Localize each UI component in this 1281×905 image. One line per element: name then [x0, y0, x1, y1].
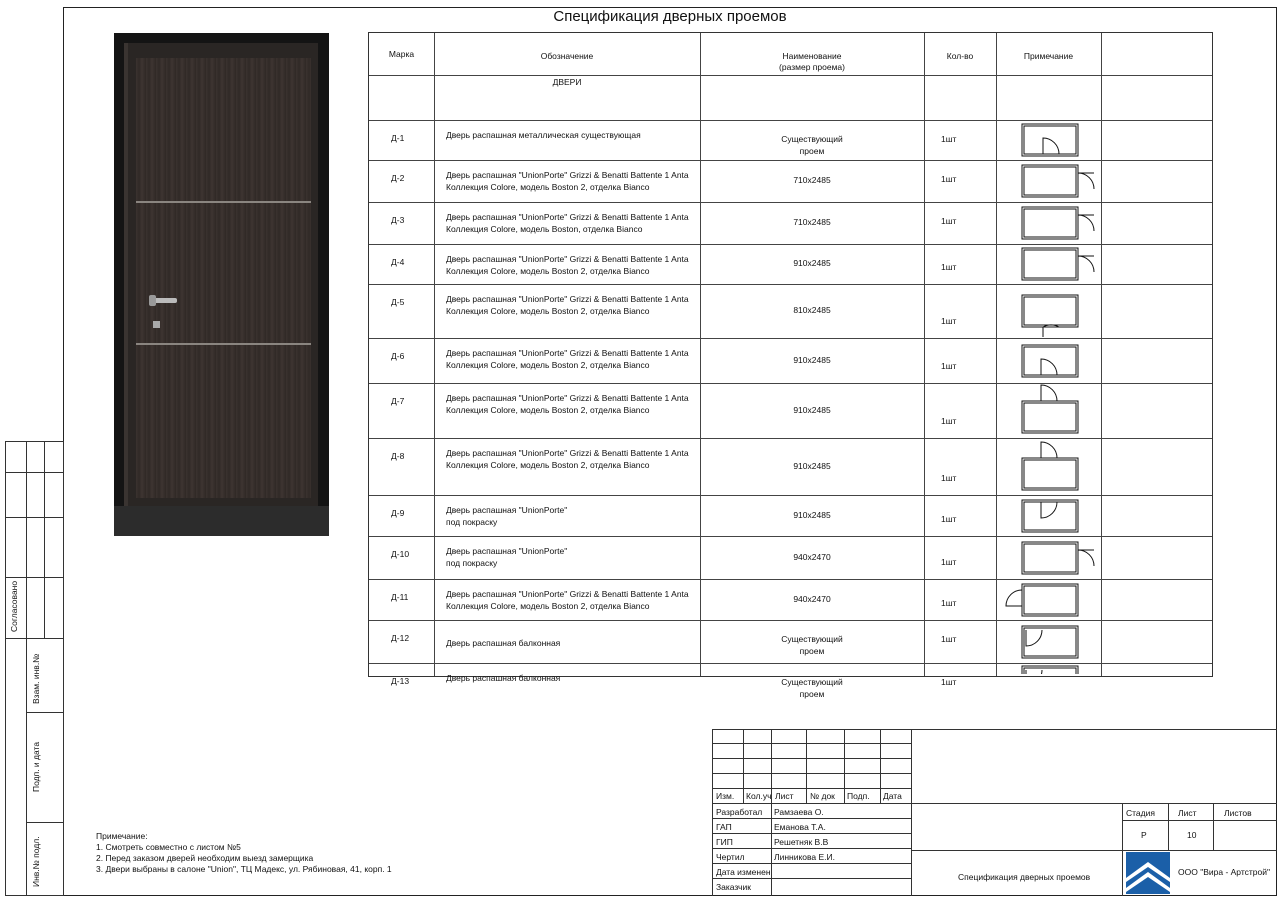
row-designation: Дверь распашная балконная — [446, 673, 561, 683]
row-designation: Дверь распашная "UnionPorte" Grizzi & Benatti Battente 1 Anta Коллекция Colore, модель Boston, отделка Bianco — [446, 212, 689, 234]
row-qty: 1шт — [941, 598, 957, 608]
row-qty: 1шт — [941, 361, 957, 371]
role-label: ГИП — [716, 837, 733, 847]
door-plan-icon — [1001, 537, 1101, 578]
door-lock — [153, 321, 160, 328]
person-name: Линникова Е.И. — [774, 852, 836, 862]
row-qty: 1шт — [941, 634, 957, 644]
door-plan-icon — [1001, 203, 1101, 243]
door-plan-icon — [1001, 285, 1101, 337]
company-logo — [1126, 852, 1170, 894]
row-qty: 1шт — [941, 216, 957, 226]
row-mark: Д-4 — [391, 257, 405, 267]
row-size: 940х2470 — [793, 594, 831, 604]
row-mark: Д-9 — [391, 508, 405, 518]
role-label: Заказчик — [716, 882, 751, 892]
row-designation: Дверь распашная "UnionPorte" Grizzi & Benatti Battente 1 Anta Коллекция Colore, модель Boston 2, отделка Bianco — [446, 348, 689, 370]
door-plan-icon — [1001, 384, 1101, 437]
left-approval-stamp — [5, 441, 64, 896]
door-groove — [136, 343, 311, 345]
person-name: Еманова Т.А. — [774, 822, 826, 832]
rev-col-date: Дата — [883, 791, 902, 801]
door-plan-icon — [1001, 580, 1101, 619]
row-mark: Д-1 — [391, 133, 405, 143]
stage-value: Р — [1141, 830, 1147, 840]
row-qty: 1шт — [941, 316, 957, 326]
door-photo — [114, 33, 329, 536]
inv-replace-label: Взам. инв.№ — [31, 653, 41, 704]
row-size: 710х2485 — [793, 175, 831, 185]
row-size: 910х2485 — [793, 355, 831, 365]
door-leaf — [136, 58, 311, 498]
row-designation: Дверь распашная "UnionPorte" Grizzi & Benatti Battente 1 Anta Коллекция Colore, модель Boston 2, отделка Bianco — [446, 294, 689, 316]
row-qty: 1шт — [941, 557, 957, 567]
section-label: ДВЕРИ — [552, 77, 582, 87]
person-name: Рамзаева О. — [774, 807, 824, 817]
rev-col-sheet: Лист — [775, 791, 794, 801]
row-mark: Д-10 — [391, 549, 410, 559]
agreed-label: Согласовано — [9, 580, 19, 632]
row-qty: 1шт — [941, 514, 957, 524]
row-size: 910х2485 — [793, 405, 831, 415]
company-name: ООО "Вира - Артстрой" — [1178, 867, 1271, 877]
sheet-title: Спецификация дверных проемов — [553, 8, 787, 25]
notes-heading: Примечание: — [96, 831, 148, 841]
role-label: ГАП — [716, 822, 732, 832]
door-plan-icon — [1001, 664, 1101, 674]
door-groove — [136, 201, 311, 203]
stage-header: Стадия — [1126, 808, 1155, 818]
note-item: 1. Смотреть совместно с листом №5 — [96, 842, 241, 852]
inv-original-label: Инв.№ подл. — [31, 836, 41, 887]
note-item: 2. Перед заказом дверей необходим выезд замерщика — [96, 853, 314, 863]
col-header-qty: Кол-во — [946, 51, 974, 61]
note-item: 3. Двери выбраны в салоне "Union", ТЦ Мадекс, ул. Рябиновая, 41, корп. 1 — [96, 864, 392, 874]
row-mark: Д-8 — [391, 451, 405, 461]
row-mark: Д-6 — [391, 351, 405, 361]
role-label: Дата изменен — [716, 867, 771, 877]
row-qty: 1шт — [941, 262, 957, 272]
rev-col-change: Изм. — [716, 791, 735, 801]
row-qty: 1шт — [941, 174, 957, 184]
row-qty: 1шт — [941, 416, 957, 426]
row-mark: Д-3 — [391, 215, 405, 225]
row-mark: Д-5 — [391, 297, 405, 307]
col-header-mark: Марка — [388, 49, 415, 59]
row-designation: Дверь распашная "UnionPorte" под покраску — [446, 546, 568, 568]
row-mark: Д-2 — [391, 173, 405, 183]
row-mark: Д-12 — [391, 633, 410, 643]
row-mark: Д-7 — [391, 396, 405, 406]
row-designation: Дверь распашная "UnionPorte" Grizzi & Benatti Battente 1 Anta Коллекция Colore, модель Boston 2, отделка Bianco — [446, 448, 689, 470]
row-mark: Д-11 — [391, 592, 409, 602]
door-plan-icon — [1001, 496, 1101, 535]
row-designation: Дверь распашная балконная — [446, 638, 561, 648]
row-size: 710х2485 — [793, 217, 831, 227]
sheets-header: Листов — [1224, 808, 1252, 818]
row-size: 910х2485 — [793, 258, 831, 268]
row-designation: Дверь распашная "UnionPorte" Grizzi & Benatti Battente 1 Anta Коллекция Colore, модель Boston 2, отделка Bianco — [446, 170, 689, 192]
row-designation: Дверь распашная "UnionPorte" под покраску — [446, 505, 568, 527]
floor — [114, 506, 329, 536]
row-size: 940х2470 — [793, 552, 831, 562]
row-size: 810х2485 — [793, 305, 831, 315]
row-qty: 1шт — [941, 134, 957, 144]
role-label: Разработал — [716, 807, 763, 817]
person-name: Решетняк В.В — [774, 837, 829, 847]
row-designation: Дверь распашная "UnionPorte" Grizzi & Benatti Battente 1 Anta Коллекция Colore, модель Boston 2, отделка Bianco — [446, 254, 689, 276]
row-qty: 1шт — [941, 473, 957, 483]
door-plan-icon — [1001, 439, 1101, 494]
door-plan-icon — [1001, 121, 1101, 159]
row-designation: Дверь распашная "UnionPorte" Grizzi & Benatti Battente 1 Anta Коллекция Colore, модель Boston 2, отделка Bianco — [446, 393, 689, 415]
door-plan-icon — [1001, 621, 1101, 662]
sign-date-label: Подп. и дата — [31, 741, 41, 792]
sheet-header: Лист — [1178, 808, 1197, 818]
header-divider — [369, 75, 1212, 76]
row-size: Существующий проем — [781, 677, 843, 699]
col-header-note: Примечание — [1023, 51, 1074, 61]
col-header-designation: Обозначение — [540, 51, 594, 61]
door-spec-table — [368, 32, 1213, 699]
row-qty: 1шт — [941, 677, 957, 687]
row-mark: Д-13 — [391, 676, 410, 686]
row-designation: Дверь распашная металлическая существующая — [446, 130, 641, 140]
door-handle — [151, 298, 177, 303]
doc-title: Спецификация дверных проемов — [958, 872, 1091, 882]
row-size: 910х2485 — [793, 461, 831, 471]
rev-col-doc: № док — [810, 791, 835, 801]
door-plan-icon — [1001, 161, 1101, 201]
row-size: Существующий проем — [781, 634, 843, 656]
notes-block — [96, 831, 392, 875]
col-header-name: Наименование (размер проема) — [779, 51, 845, 72]
sheet-value: 10 — [1187, 830, 1197, 840]
row-size: 910х2485 — [793, 510, 831, 520]
door-plan-icon — [1001, 339, 1101, 382]
rev-col-sign: Подп. — [847, 791, 870, 801]
door-plan-icon — [1001, 245, 1101, 283]
role-label: Чертил — [716, 852, 745, 862]
rev-col-count: Кол.уч — [746, 791, 772, 801]
row-designation: Дверь распашная "UnionPorte" Grizzi & Benatti Battente 1 Anta Коллекция Colore, модель Boston 2, отделка Bianco — [446, 589, 689, 611]
row-size: Существующий проем — [781, 134, 843, 156]
